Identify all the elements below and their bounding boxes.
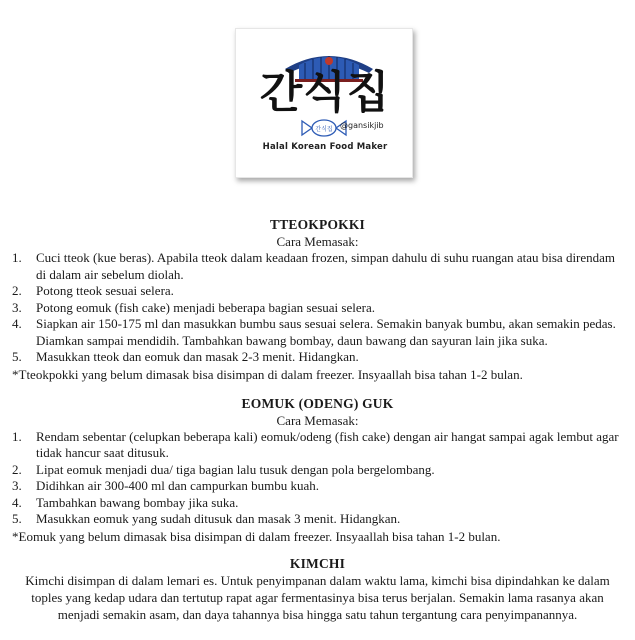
- steps-list: [0, 429, 635, 528]
- step-number: 4.: [12, 316, 22, 331]
- section-title: EOMUK (ODENG) GUK: [241, 395, 394, 411]
- step-item: [0, 495, 635, 512]
- step-number: 1.: [12, 428, 22, 444]
- step-item: [0, 316, 635, 349]
- step-text: Potong tteok sesuai selera.: [36, 283, 174, 298]
- step-number: 3.: [12, 299, 22, 315]
- step-text: Siapkan air 150-175 ml dan masukkan bumbu saus sesuai selera. Semakin banyak bumbu, akan semakin pedas. Diamkan sampai mendidih. Tambahkan bawang bombay, daun bawang dan sayuran lain jika suka.: [36, 316, 616, 348]
- section-kimchi: [0, 555, 635, 623]
- step-text: Masukkan tteok dan eomuk dan masak 2-3 menit. Hidangkan.: [36, 349, 359, 364]
- section-subtitle: Cara Memasak:: [276, 234, 359, 249]
- storage-note: *Eomuk yang belum dimasak bisa disimpan di dalam freezer. Insyaallah bisa tahan 1-2 bulan.: [12, 528, 501, 544]
- step-text: Cuci tteok (kue beras). Apabila tteok dalam keadaan frozen, simpan dahulu di suhu ruangan atau bisa direndam di dalam air sebelum diolah.: [36, 250, 616, 282]
- step-number: 2.: [12, 283, 22, 298]
- step-text: Tambahkan bawang bombay jika suka.: [36, 494, 239, 510]
- step-item: [0, 462, 635, 479]
- step-item: [0, 283, 635, 300]
- step-text: Rendam sebentar (celupkan beberapa kali) eomuk/odeng (fish cake) dengan air hangat sampai agak lembut agar tidak hancur saat ditusuk.: [36, 428, 619, 460]
- section-title: KIMCHI: [289, 555, 346, 571]
- step-text: Potong eomuk (fish cake) menjadi beberapa bagian sesuai selera.: [36, 299, 375, 315]
- recipe-content: [0, 216, 635, 623]
- section-title: TTEOKPOKKI: [269, 217, 366, 232]
- logo-wordmark: 간식집: [259, 67, 391, 118]
- step-item: [0, 511, 635, 528]
- step-number: 5.: [12, 511, 22, 526]
- section-eomuk-guk: [0, 395, 635, 545]
- candy-text: 간식집: [315, 126, 333, 133]
- brand-logo: [235, 28, 413, 178]
- step-item: [0, 478, 635, 495]
- step-item: [0, 250, 635, 283]
- logo-tagline: Halal Korean Food Maker: [262, 142, 388, 152]
- step-text: Lipat eomuk menjadi dua/ tiga bagian lalu tusuk dengan pola bergelombang.: [36, 461, 435, 477]
- kimchi-paragraph: Kimchi disimpan di dalam lemari es. Untuk penyimpanan dalam waktu lama, kimchi bisa dipindahkan ke dalam toples yang kedap udara dan tertutup rapat agar fermentasinya bisa terus berjalan. Semakin lama rasanya akan menjadi semakin asam, dan daya tahannya bisa hingga satu tahun tergantung cara penyimpanannya.: [25, 572, 610, 622]
- step-item: [0, 429, 635, 462]
- step-number: 2.: [12, 461, 22, 477]
- step-text: Didihkan air 300-400 ml dan campurkan bumbu kuah.: [36, 478, 320, 493]
- storage-note: *Tteokpokki yang belum dimasak bisa disimpan di dalam freezer. Insyaallah bisa tahan 1-2 bulan.: [12, 366, 523, 382]
- step-item: [0, 300, 635, 317]
- step-number: 3.: [12, 478, 22, 493]
- step-number: 1.: [12, 250, 22, 265]
- steps-list: [0, 250, 635, 366]
- step-number: 5.: [12, 349, 22, 364]
- section-subtitle: Cara Memasak:: [276, 412, 359, 428]
- social-handle: @gansikjib: [340, 121, 384, 130]
- step-item: [0, 349, 635, 366]
- step-text: Masukkan eomuk yang sudah ditusuk dan masak 3 menit. Hidangkan.: [36, 511, 401, 526]
- section-tteokpokki: [0, 216, 635, 383]
- step-number: 4.: [12, 494, 22, 510]
